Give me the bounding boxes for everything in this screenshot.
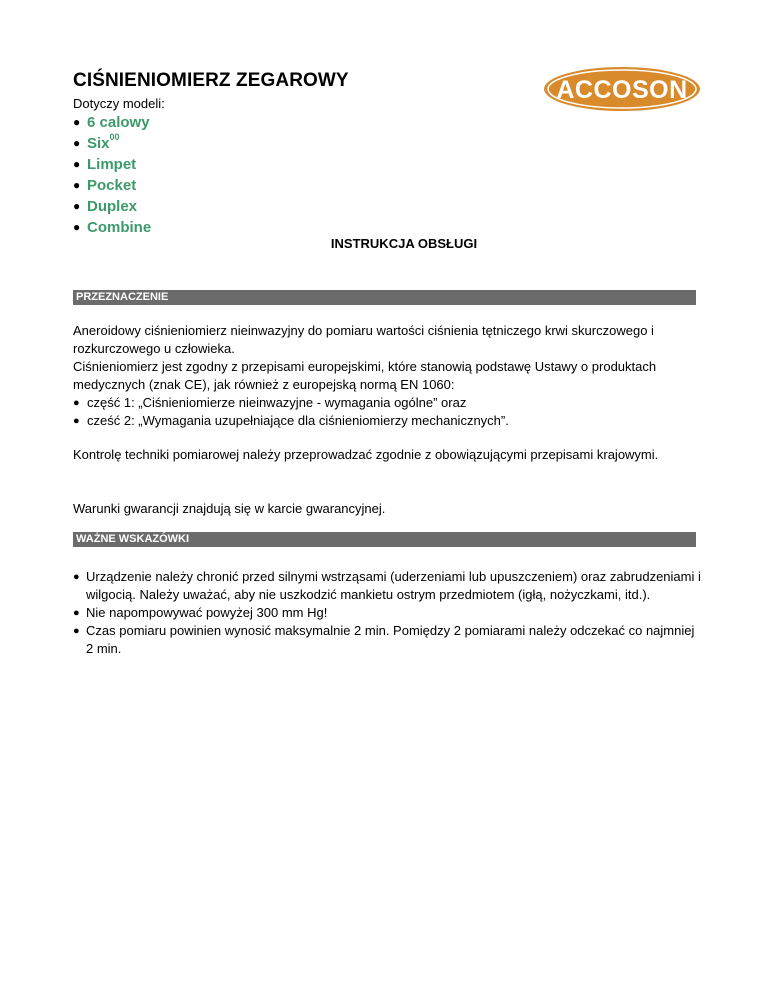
- model-list: [73, 112, 151, 238]
- bullet-icon: ●: [73, 397, 80, 409]
- bullet-icon: ●: [73, 157, 81, 171]
- model-item: [73, 175, 151, 196]
- list-item: [73, 568, 703, 604]
- model-name: Six: [87, 135, 110, 152]
- list-item-text: Czas pomiaru powinien wynosić maksymalnie 2 min. Pomiędzy 2 pomiarami należy odczekać co najmniej 2 min.: [86, 623, 695, 656]
- model-item: [73, 112, 151, 133]
- applies-to-label: Dotyczy modeli:: [73, 96, 165, 111]
- list-item-text: część 1: „Ciśnieniomierze nieinwazyjne - wymagania ogólne” oraz: [87, 395, 467, 410]
- list-item-text: cześć 2: „Wymagania uzupełniające dla ciśnieniomierzy mechanicznych”.: [87, 413, 509, 428]
- model-name: 6 calowy: [87, 114, 150, 131]
- bullet-icon: ●: [73, 571, 80, 583]
- model-name: Duplex: [87, 198, 138, 215]
- model-item: [73, 217, 151, 238]
- inspection-paragraph: Kontrolę techniki pomiarowej należy przeprowadzać zgodnie z obowiązującymi przepisami krajowymi.: [73, 447, 659, 462]
- logo-text: ACCOSON: [556, 76, 688, 104]
- bullet-icon: ●: [73, 607, 80, 619]
- section-heading-text: WAŻNE WSKAZÓWKI: [76, 533, 190, 545]
- bullet-icon: ●: [73, 199, 81, 213]
- document-title: CIŚNIENIOMIERZ ZEGAROWY: [73, 70, 349, 91]
- list-item: [73, 412, 509, 430]
- bullet-icon: ●: [73, 136, 81, 150]
- list-item-text: Nie napompowywać powyżej 300 mm Hg!: [86, 605, 328, 620]
- warranty-paragraph: Warunki gwarancji znajdują się w karcie gwarancyjnej.: [73, 501, 386, 516]
- conformity-paragraph: Ciśnieniomierz jest zgodny z przepisami europejskimi, które stanowią podstawę Ustawy o produktach medycznych (znak CE), jak również z europejską normą EN 1060:: [73, 359, 657, 392]
- accoson-logo: [543, 66, 701, 112]
- bullet-icon: ●: [73, 415, 80, 427]
- model-superscript: 00: [109, 132, 120, 142]
- bullet-icon: ●: [73, 178, 81, 192]
- model-item: [73, 133, 151, 154]
- list-item: [73, 622, 703, 658]
- model-name: Combine: [87, 219, 152, 236]
- list-item: [73, 604, 703, 622]
- important-notes-list: [73, 568, 703, 658]
- bullet-icon: ●: [73, 115, 81, 129]
- model-item: [73, 196, 151, 217]
- section-heading-text: PRZEZNACZENIE: [76, 291, 169, 303]
- list-item: [73, 394, 509, 412]
- instructions-heading: INSTRUKCJA OBSŁUGI: [330, 236, 478, 251]
- standard-parts-list: [73, 394, 509, 430]
- purpose-paragraph: Aneroidowy ciśnieniomierz nieinwazyjny do pomiaru wartości ciśnienia tętniczego krwi skurczowego i rozkurczowego u człowieka.: [73, 323, 654, 356]
- section-heading-purpose: [73, 290, 696, 305]
- model-name: Pocket: [87, 177, 137, 194]
- model-item: [73, 154, 151, 175]
- model-name: Limpet: [87, 156, 137, 173]
- bullet-icon: ●: [73, 220, 81, 234]
- bullet-icon: ●: [73, 625, 80, 637]
- section-heading-important-notes: [73, 532, 696, 547]
- list-item-text: Urządzenie należy chronić przed silnymi wstrząsami (uderzeniami lub upuszczeniem) oraz zabrudzeniami i wilgocią. Należy uważać, aby nie uszkodzić mankietu ostrym przedmiotem (igłą, nożyczkami, itd.).: [86, 569, 701, 602]
